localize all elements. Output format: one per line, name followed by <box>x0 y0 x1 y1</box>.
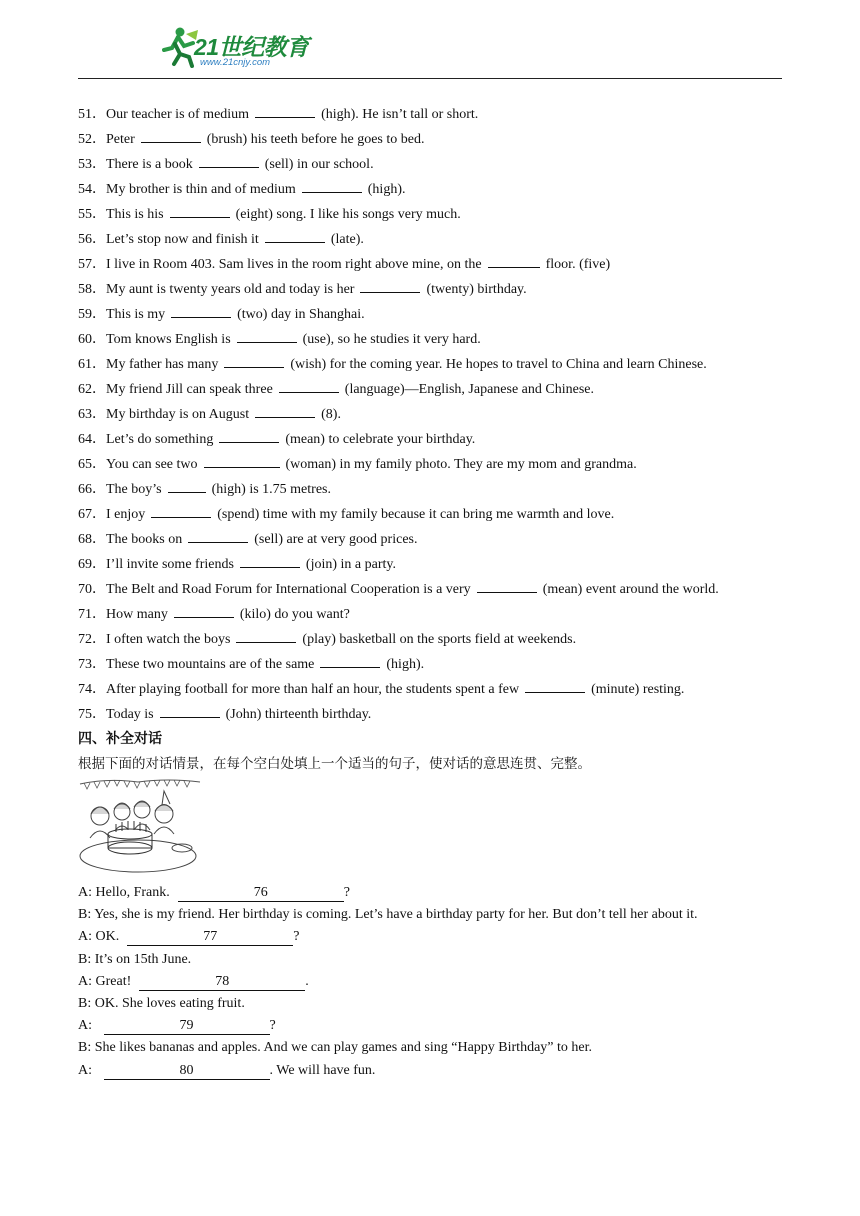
question-hint: (use), so he studies it very hard. <box>302 332 481 347</box>
question-item <box>78 653 798 678</box>
question-hint: (John) thirteenth birthday. <box>225 707 372 722</box>
question-item <box>78 628 798 653</box>
question-hint: (mean) to celebrate your birthday. <box>285 432 476 447</box>
birthday-party-illustration <box>78 776 202 876</box>
question-item <box>78 228 798 253</box>
answer-blank[interactable] <box>204 453 280 468</box>
question-number: 69． <box>78 557 106 572</box>
question-text: How many <box>106 607 168 622</box>
question-item <box>78 153 798 178</box>
answer-blank[interactable] <box>360 278 420 293</box>
question-hint: (8). <box>321 407 341 422</box>
dialogue-text: She likes bananas and apples. And we can play games and sing “Happy Birthday” to her. <box>94 1040 592 1056</box>
speaker-label: A: <box>78 929 92 945</box>
section-title: 四、补全对话 <box>78 731 162 747</box>
question-hint: (high). <box>367 182 406 197</box>
speaker-label: B: <box>78 1040 92 1056</box>
question-hint: (woman) in my family photo. They are my mom and grandma. <box>285 457 637 472</box>
question-number: 53． <box>78 157 106 172</box>
question-text: Peter <box>106 132 135 147</box>
question-number: 68． <box>78 532 106 547</box>
answer-blank[interactable] <box>141 128 201 143</box>
question-text: Tom knows English is <box>106 332 231 347</box>
dialogue-text: OK. <box>95 929 120 945</box>
question-text: The books on <box>106 532 183 547</box>
question-hint: floor. (five) <box>545 257 611 272</box>
question-number: 73． <box>78 657 106 672</box>
question-item <box>78 103 798 128</box>
dialogue-blank[interactable]: 80 <box>104 1063 270 1080</box>
question-item <box>78 328 798 353</box>
question-hint: (twenty) birthday. <box>426 282 527 297</box>
answer-blank[interactable] <box>255 103 315 118</box>
dialogue-blank[interactable]: 79 <box>104 1018 270 1035</box>
question-hint: (play) basketball on the sports field at weekends. <box>302 632 577 647</box>
question-text: I enjoy <box>106 507 146 522</box>
question-hint: (high). <box>386 657 425 672</box>
dialogue-text: ? <box>343 885 350 900</box>
question-hint: (spend) time with my family because it can bring me warmth and love. <box>217 507 615 522</box>
question-hint: (join) in a party. <box>305 557 396 572</box>
question-item <box>78 678 798 703</box>
question-text: There is a book <box>106 157 193 172</box>
question-number: 64． <box>78 432 106 447</box>
dialogue-text: Yes, she is my friend. Her birthday is coming. Let’s have a birthday party for her. But don’t tell her about it. <box>94 907 698 923</box>
dialogue-text: Great! <box>95 973 132 989</box>
question-item <box>78 453 798 478</box>
dialogue-line <box>78 951 798 973</box>
question-number: 54． <box>78 182 106 197</box>
logo-url: www.21cnjy.com <box>200 57 271 68</box>
dialogue-text: ? <box>293 929 300 945</box>
speaker-label: B: <box>78 995 92 1011</box>
question-hint: (wish) for the coming year. He hopes to travel to China and learn Chinese. <box>290 357 707 372</box>
question-hint: (brush) his teeth before he goes to bed. <box>206 132 425 147</box>
question-item <box>78 703 798 728</box>
question-number: 62． <box>78 382 106 397</box>
question-text: After playing football for more than half an hour, the students spent a few <box>106 682 520 697</box>
answer-blank[interactable] <box>525 678 585 693</box>
question-text: Let’s stop now and finish it <box>106 232 259 247</box>
dialogue-blank[interactable]: 77 <box>127 929 293 946</box>
question-hint: (language)—English, Japanese and Chinese. <box>344 382 594 397</box>
dialogue-text: . We will have fun. <box>269 1062 376 1078</box>
question-number: 72． <box>78 632 106 647</box>
question-number: 61． <box>78 357 106 372</box>
question-number: 56． <box>78 232 106 247</box>
speaker-label: A: <box>78 973 92 989</box>
dialogue-line <box>78 1017 798 1039</box>
question-number: 52． <box>78 132 106 147</box>
question-item <box>78 278 798 303</box>
question-text: Let’s do something <box>106 432 214 447</box>
question-text: This is my <box>106 307 166 322</box>
answer-blank[interactable] <box>199 153 259 168</box>
question-text: Today is <box>106 707 154 722</box>
answer-blank[interactable] <box>240 553 300 568</box>
question-number: 55． <box>78 207 106 222</box>
question-text: My birthday is on August <box>106 407 250 422</box>
answer-blank[interactable] <box>224 353 284 368</box>
answer-blank[interactable] <box>160 703 220 718</box>
question-number: 58． <box>78 282 106 297</box>
answer-blank[interactable] <box>237 328 297 343</box>
dialogue-text: . <box>305 973 309 989</box>
question-number: 60． <box>78 332 106 347</box>
question-hint: (late). <box>330 232 364 247</box>
question-item <box>78 578 798 603</box>
question-text: This is his <box>106 207 164 222</box>
question-number: 59． <box>78 307 106 322</box>
question-item <box>78 553 798 578</box>
answer-blank[interactable] <box>488 253 540 268</box>
dialogue-text: OK. She loves eating fruit. <box>94 995 245 1011</box>
question-text: I often watch the boys <box>106 632 231 647</box>
answer-blank[interactable] <box>255 403 315 418</box>
question-item <box>78 353 798 378</box>
answer-blank[interactable] <box>168 478 206 493</box>
question-hint: (high) is 1.75 metres. <box>211 482 331 497</box>
question-text: These two mountains are of the same <box>106 657 315 672</box>
answer-blank[interactable] <box>302 178 362 193</box>
answer-blank[interactable] <box>151 503 211 518</box>
question-text: You can see two <box>106 457 198 472</box>
question-hint: (minute) resting. <box>591 682 685 697</box>
answer-blank[interactable] <box>265 228 325 243</box>
dialogue-text: It’s on 15th June. <box>94 951 192 967</box>
question-item <box>78 428 798 453</box>
answer-blank[interactable] <box>170 203 230 218</box>
question-item <box>78 528 798 553</box>
question-number: 74． <box>78 682 106 697</box>
question-item <box>78 128 798 153</box>
question-item <box>78 378 798 403</box>
header-divider <box>78 78 782 79</box>
question-list <box>78 103 798 728</box>
question-text: I live in Room 403. Sam lives in the room right above mine, on the <box>106 257 482 272</box>
speaker-label: B: <box>78 907 92 923</box>
question-hint: (sell) in our school. <box>264 157 374 172</box>
question-number: 70． <box>78 582 106 597</box>
question-text: My aunt is twenty years old and today is her <box>106 282 355 297</box>
question-hint: (high). He isn’t tall or short. <box>321 107 479 122</box>
answer-blank[interactable] <box>174 603 234 618</box>
dialogue-blank[interactable]: 76 <box>178 885 344 902</box>
section-instruction: 根据下面的对话情景，在每个空白处填上一个适当的句子，使对话的意思连贯、完整。 <box>78 756 591 772</box>
question-text: The Belt and Road Forum for International Cooperation is a very <box>106 582 471 597</box>
question-hint: (eight) song. I like his songs very much. <box>235 207 461 222</box>
page-header <box>0 0 860 82</box>
answer-blank[interactable] <box>477 578 537 593</box>
question-number: 71． <box>78 607 106 622</box>
question-hint: (mean) event around the world. <box>542 582 719 597</box>
question-item <box>78 303 798 328</box>
dialogue-line <box>78 973 798 995</box>
question-hint: (sell) are at very good prices. <box>254 532 418 547</box>
question-item <box>78 478 798 503</box>
question-item <box>78 203 798 228</box>
question-hint: (two) day in Shanghai. <box>237 307 365 322</box>
question-item <box>78 253 798 278</box>
question-item <box>78 403 798 428</box>
question-number: 63． <box>78 407 106 422</box>
answer-blank[interactable] <box>188 528 248 543</box>
dialogue-line <box>78 1039 798 1061</box>
question-number: 65． <box>78 457 106 472</box>
answer-blank[interactable] <box>171 303 231 318</box>
question-number: 75． <box>78 707 106 722</box>
question-item <box>78 603 798 628</box>
answer-blank[interactable] <box>219 428 279 443</box>
speaker-label: A: <box>78 1018 92 1034</box>
question-item <box>78 503 798 528</box>
dialogue-blank[interactable]: 78 <box>139 974 305 991</box>
dialogue-line <box>78 884 798 906</box>
speaker-label: A: <box>78 885 92 900</box>
question-text: My father has many <box>106 357 219 372</box>
speaker-label: A: <box>78 1062 92 1078</box>
question-text: My friend Jill can speak three <box>106 382 273 397</box>
question-number: 67． <box>78 507 106 522</box>
answer-blank[interactable] <box>320 653 380 668</box>
dialogue-line <box>78 995 798 1017</box>
question-hint: (kilo) do you want? <box>239 607 350 622</box>
question-text: Our teacher is of medium <box>106 107 250 122</box>
dialogue-text: Hello, Frank. <box>95 885 170 900</box>
speaker-label: B: <box>78 951 92 967</box>
logo <box>160 26 335 72</box>
answer-blank[interactable] <box>236 628 296 643</box>
dialogue-line <box>78 928 798 950</box>
dialogue-line <box>78 1062 798 1084</box>
question-text: My brother is thin and of medium <box>106 182 296 197</box>
answer-blank[interactable] <box>279 378 339 393</box>
question-number: 51． <box>78 107 106 122</box>
question-text: The boy’s <box>106 482 162 497</box>
question-item <box>78 178 798 203</box>
question-number: 66． <box>78 482 106 497</box>
logo-text: 21世纪教育 <box>194 34 309 60</box>
dialogue <box>78 884 798 1084</box>
question-text: I’ll invite some friends <box>106 557 234 572</box>
dialogue-line <box>78 906 798 928</box>
dialogue-text: ? <box>269 1018 276 1034</box>
question-number: 57． <box>78 257 106 272</box>
